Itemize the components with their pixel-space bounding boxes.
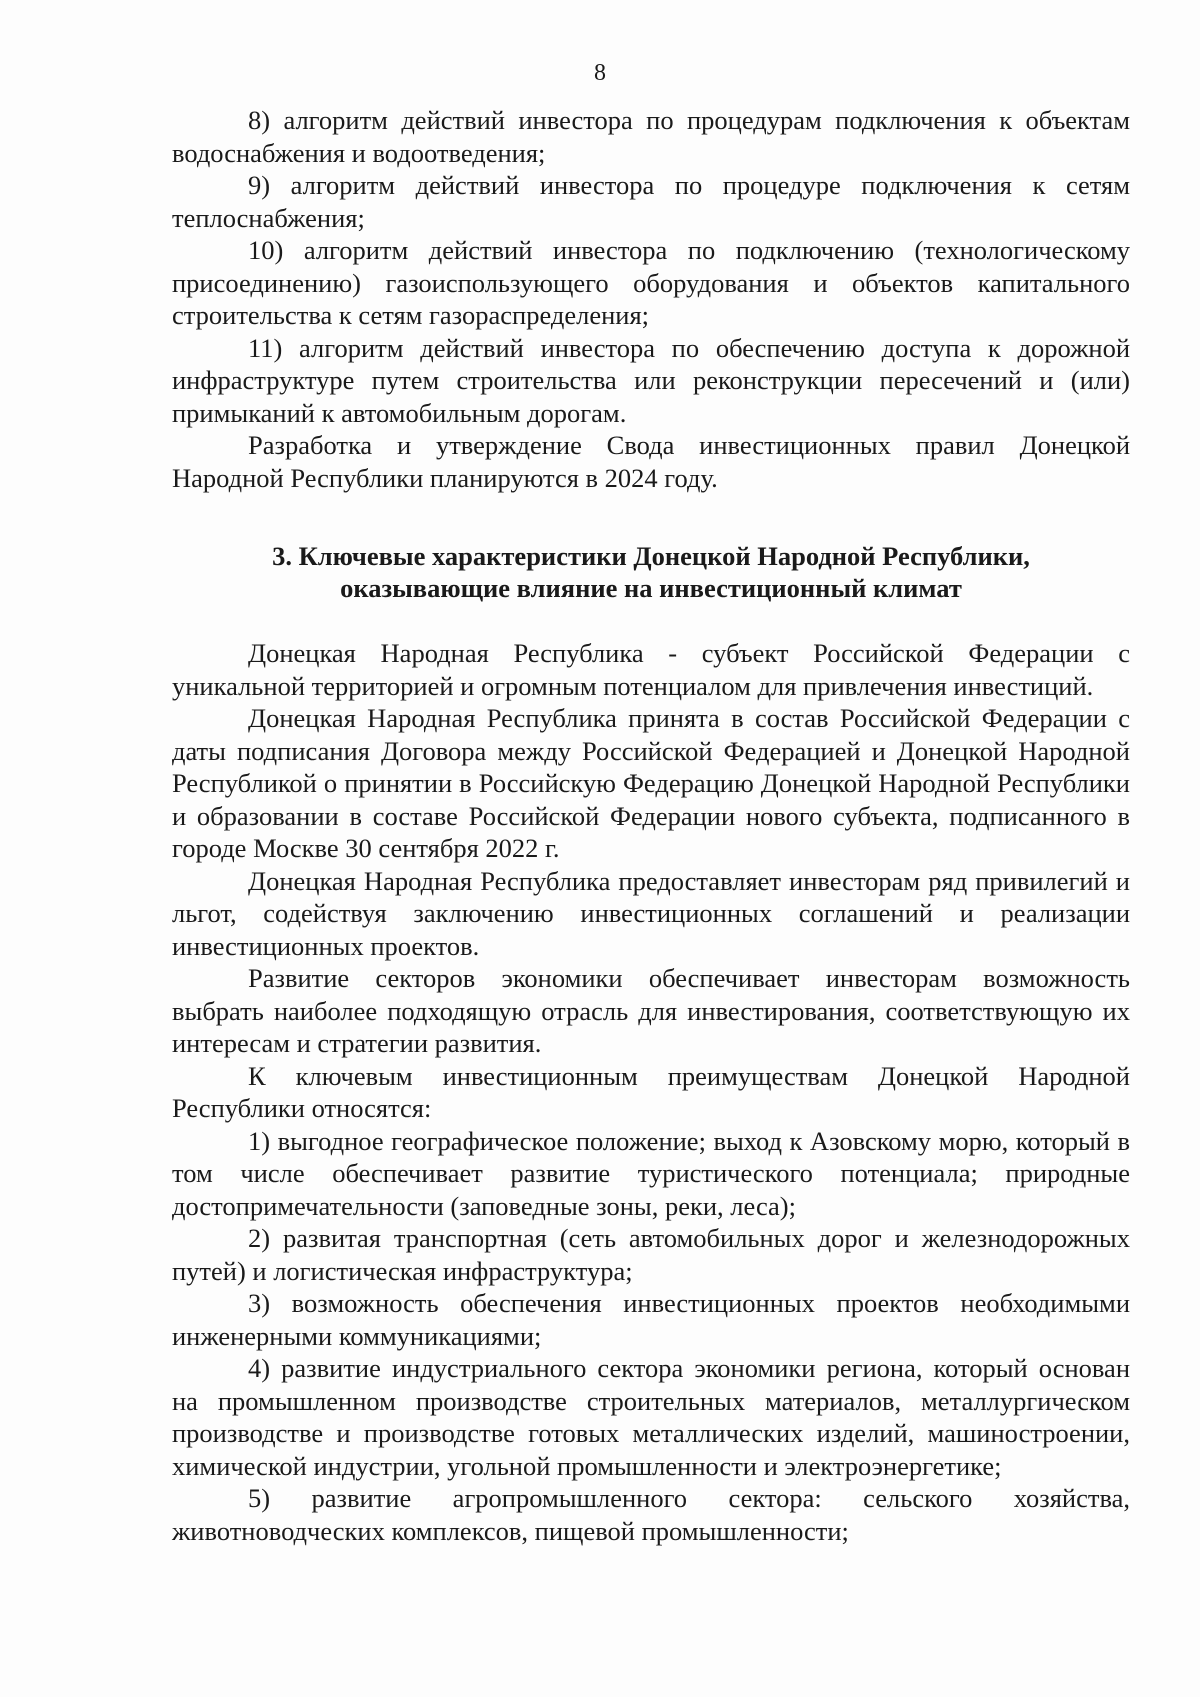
paragraph: 9) алгоритм действий инвестора по процедуре подключения к сетям теплоснабжения;: [172, 170, 1130, 233]
paragraph: 10) алгоритм действий инвестора по подключению (технологическому присоединению) газоиспользующего оборудования и объектов капитального строительства к сетям газораспределения;: [172, 235, 1130, 330]
document-body: [172, 104, 1130, 1547]
list-item: 2) развитая транспортная (сеть автомобильных дорог и железнодорожных путей) и логистическая инфраструктура;: [172, 1223, 1130, 1286]
list-item: 4) развитие индустриального сектора экономики региона, который основан на промышленном производстве строительных материалов, металлургическом производстве и производстве готовых металлических изделий, машиностроении, химической индустрии, угольной промышленности и электроэнергетике;: [172, 1353, 1130, 1481]
list-item: 3) возможность обеспечения инвестиционных проектов необходимыми инженерными коммуникациями;: [172, 1288, 1130, 1351]
paragraph: 11) алгоритм действий инвестора по обеспечению доступа к дорожной инфраструктуре путем строительства или реконструкции пересечений и (или) примыканий к автомобильным дорогам.: [172, 332, 1130, 428]
paragraph: Донецкая Народная Республика принята в состав Российской Федерации с даты подписания Договора между Российской Федерацией и Донецкой Народной Республикой о принятии в Российскую Федерацию Донецкой Народной Республики и образовании в составе Российской Федерации нового субъекта, подписанного в городе Москве 30 сентября 2022 г.: [172, 703, 1130, 863]
paragraph: Донецкая Народная Республика предоставляет инвесторам ряд привилегий и льгот, содействуя заключению инвестиционных соглашений и реализации инвестиционных проектов.: [172, 865, 1130, 961]
paragraph: Разработка и утверждение Свода инвестиционных правил Донецкой Народной Республики планируются в 2024 году.: [172, 430, 1130, 493]
section-heading-line: 3. Ключевые характеристики Донецкой Народной Республики,: [272, 541, 1030, 571]
list-item: 1) выгодное географическое положение; выход к Азовскому морю, который в том числе обеспечивает развитие туристического потенциала; природные достопримечательности (заповедные зоны, реки, леса);: [172, 1125, 1130, 1221]
paragraph: Донецкая Народная Республика - субъект Российской Федерации с уникальной территорией и огромным потенциалом для привлечения инвестиций.: [172, 638, 1130, 701]
paragraph: Развитие секторов экономики обеспечивает инвесторам возможность выбрать наиболее подходящую отрасль для инвестирования, соответствующую их интересам и стратегии развития.: [172, 963, 1130, 1058]
page-number: 8: [594, 60, 606, 86]
paragraph: 8) алгоритм действий инвестора по процедурам подключения к объектам водоснабжения и водоотведения;: [172, 105, 1130, 168]
section-heading-line: оказывающие влияние на инвестиционный климат: [340, 573, 962, 603]
paragraph: К ключевым инвестиционным преимуществам Донецкой Народной Республики относятся:: [172, 1060, 1130, 1123]
section-heading: [172, 540, 1130, 604]
list-item: 5) развитие агропромышленного сектора: сельского хозяйства, животноводческих комплексов, пищевой промышленности;: [172, 1483, 1130, 1546]
